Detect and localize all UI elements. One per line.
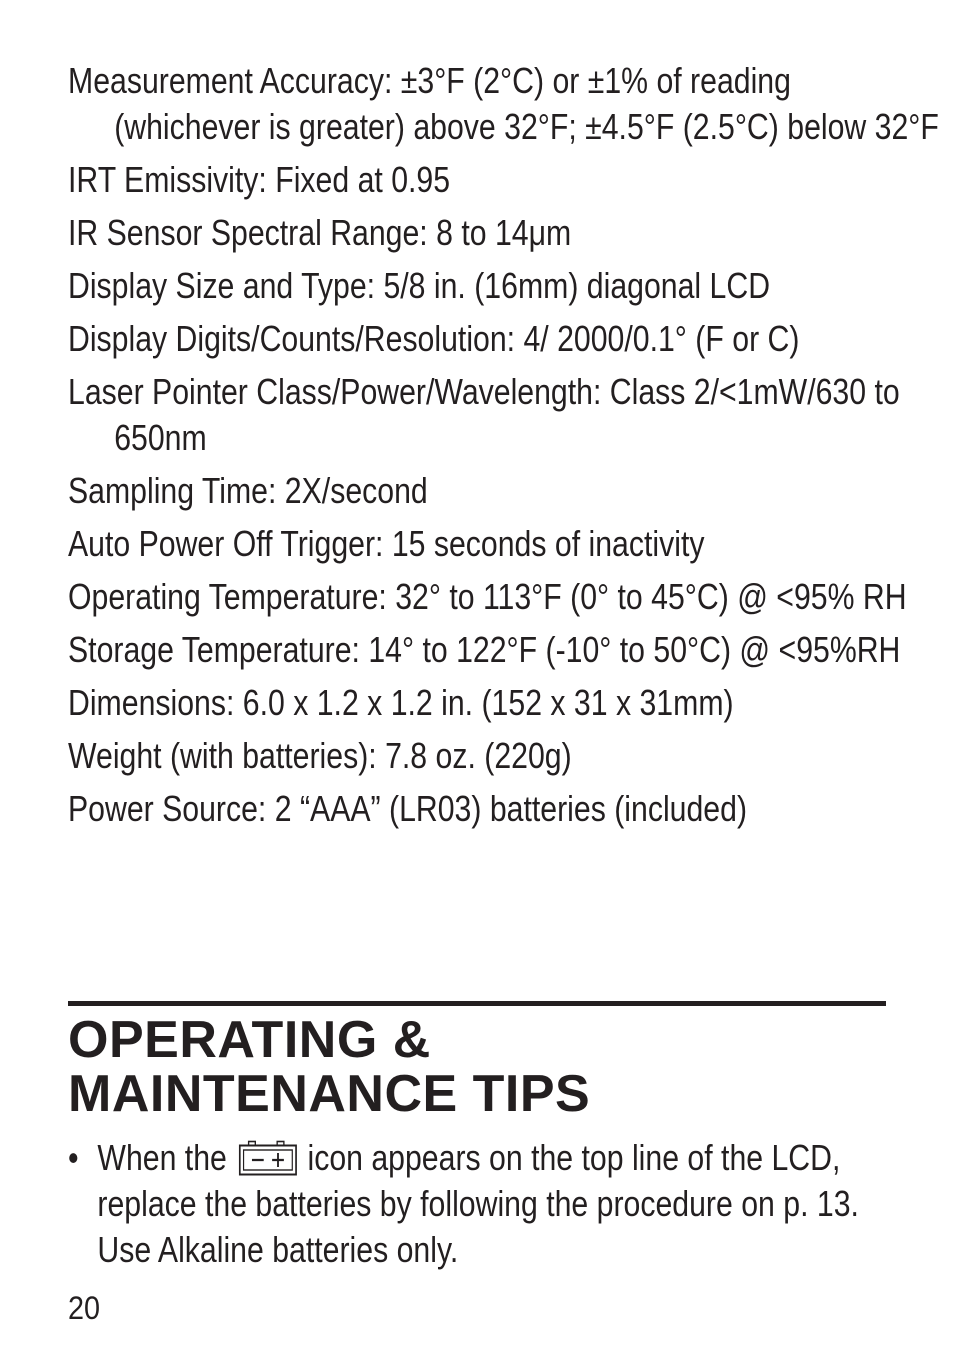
spec-weight: Weight (with batteries): 7.8 oz. (220g)	[68, 735, 572, 776]
spec-dimensions: Dimensions: 6.0 x 1.2 x 1.2 in. (152 x 31 x 31mm)	[68, 682, 734, 723]
battery-icon	[239, 1140, 298, 1176]
tip-text-after-icon: icon appears on the top line of the LCD, replace the batteries by following the procedure on p. 13. Use Alkaline batteries only.	[97, 1137, 859, 1270]
tip-item-batteries	[68, 1135, 908, 1273]
spec-measurement-accuracy: Measurement Accuracy: ±3°F (2°C) or ±1% of reading (whichever is greater) above 32°F; ±4.5°F (2.5°C) below 32°F	[68, 60, 939, 147]
tip-text	[97, 1135, 908, 1273]
bullet: •	[68, 1137, 79, 1178]
spec-ir-sensor-spectral-range: IR Sensor Spectral Range: 8 to 14μm	[68, 212, 572, 253]
page-number: 20	[68, 1290, 101, 1326]
section-heading-line-1: OPERATING &	[68, 1011, 431, 1069]
spec-power-source: Power Source: 2 “AAA” (LR03) batteries (included)	[68, 788, 748, 829]
spec-storage-temperature: Storage Temperature: 14° to 122°F (-10° to 50°C) @ <95%RH	[68, 629, 901, 670]
section-heading-line-2: MAINTENANCE TIPS	[68, 1065, 591, 1123]
spec-irt-emissivity: IRT Emissivity: Fixed at 0.95	[68, 159, 451, 200]
specifications-list	[68, 58, 939, 839]
tip-text-before-icon: When the	[97, 1137, 227, 1178]
spec-laser-pointer: Laser Pointer Class/Power/Wavelength: Class 2/<1mW/630 to 650nm	[68, 371, 900, 458]
spec-auto-power-off: Auto Power Off Trigger: 15 seconds of inactivity	[68, 523, 705, 564]
spec-operating-temperature: Operating Temperature: 32° to 113°F (0° to 45°C) @ <95% RH	[68, 576, 907, 617]
spec-display-digits: Display Digits/Counts/Resolution: 4/ 2000/0.1° (F or C)	[68, 318, 800, 359]
section-heading	[68, 1013, 590, 1121]
spec-display-size-type: Display Size and Type: 5/8 in. (16mm) diagonal LCD	[68, 265, 771, 306]
spec-sampling-time: Sampling Time: 2X/second	[68, 470, 428, 511]
section-divider	[68, 1001, 886, 1006]
